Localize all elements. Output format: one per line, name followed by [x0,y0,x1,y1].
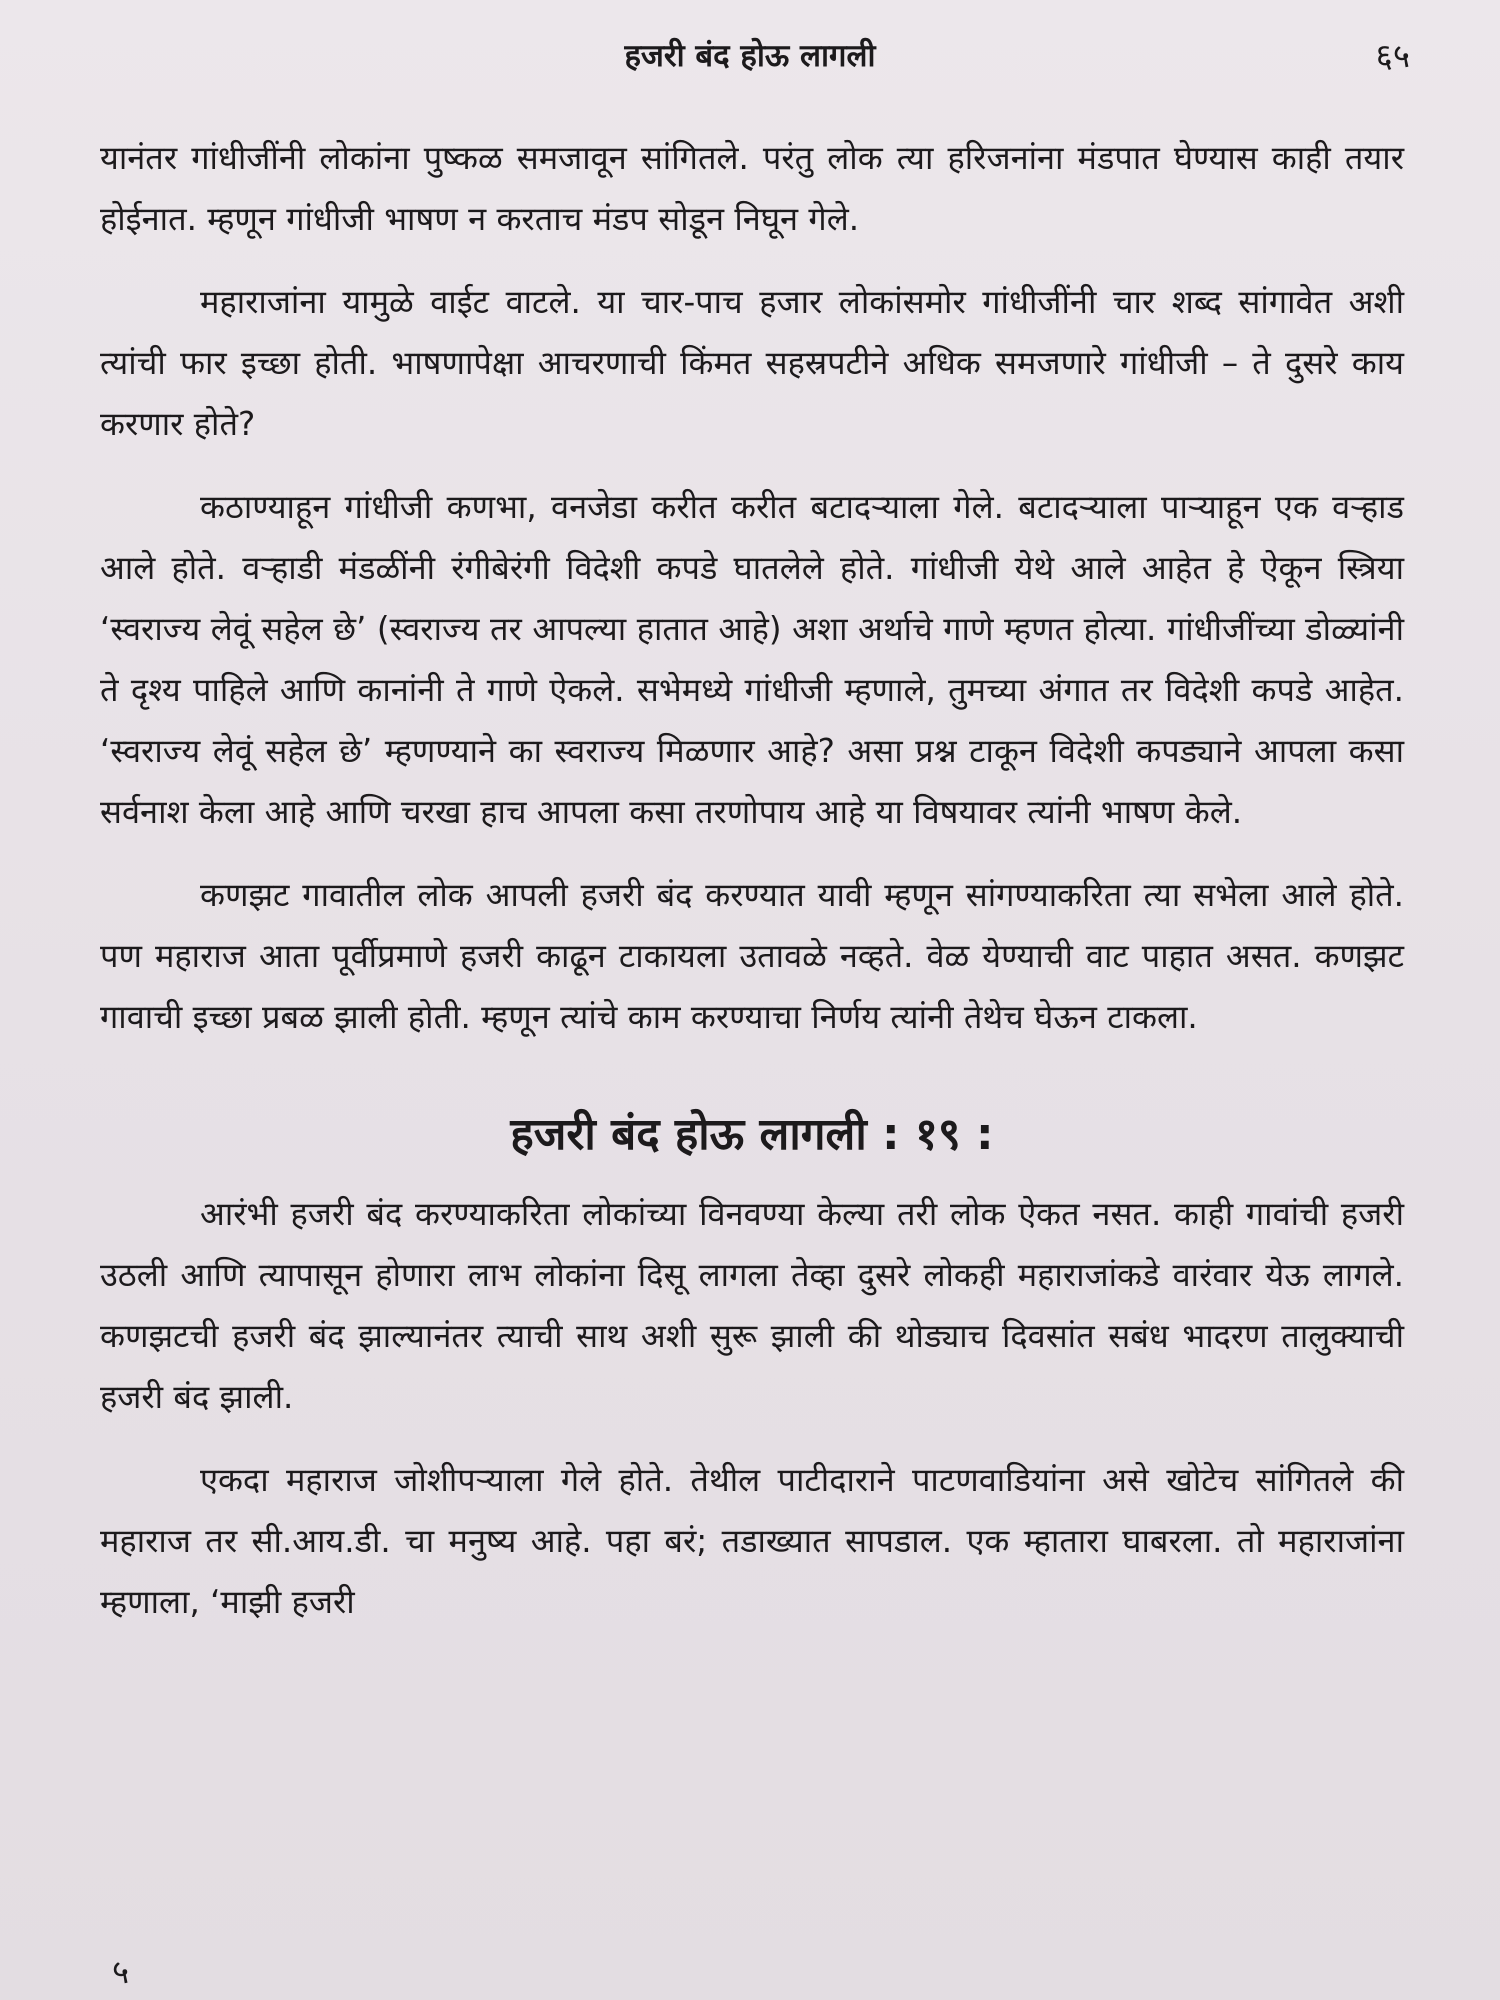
signature-mark: ५ [112,1952,130,1991]
paragraph: आरंभी हजरी बंद करण्याकरिता लोकांच्या विनवण्या केल्या तरी लोक ऐकत नसत. काही गावांची हजरी उठली आणि त्यापासून होणारा लाभ लोकांना दिसू लागला तेव्हा दुसरे लोकही महाराजांकडे वारंवार येऊ लागले. कणझटची हजरी बंद झाल्यानंतर त्याची साथ अशी सुरू झाली की थोड्याच दिवसांत सबंध भादरण तालुक्याची हजरी बंद झाली. [100,1195,1404,1416]
paragraph: कणझट गावातील लोक आपली हजरी बंद करण्यात यावी म्हणून सांगण्याकरिता त्या सभेला आले होते. पण महाराज आता पूर्वीप्रमाणे हजरी काढून टाकायला उतावळे नव्हते. वेळ येण्याची वाट पाहात असत. कणझट गावाची इच्छा प्रबळ झाली होती. म्हणून त्यांचे काम करण्याचा निर्णय त्यांनी तेथेच घेऊन टाकला. [100,876,1404,1036]
running-title: हजरी बंद होऊ लागली [624,38,876,74]
page-number: ६५ [1375,36,1410,75]
running-head [0,28,1500,78]
paragraph: यानंतर गांधीजींनी लोकांना पुष्कळ समजावून सांगितले. परंतु लोक त्या हरिजनांना मंडपात घेण्यास काही तयार होईनात. म्हणून गांधीजी भाषण न करताच मंडप सोडून निघून गेले. [100,139,1404,238]
body-text [100,128,1404,1655]
chapter-heading: हजरी बंद होऊ लागली : १९ : [510,1109,994,1160]
paragraph: महाराजांना यामुळे वाईट वाटले. या चार-पाच हजार लोकांसमोर गांधीजींनी चार शब्द सांगावेत अशी त्यांची फार इच्छा होती. भाषणापेक्षा आचरणाची किंमत सहस्रपटीने अधिक समजणारे गांधीजी – ते दुसरे काय करणार होते? [100,283,1404,443]
paragraph: कठाण्याहून गांधीजी कणभा, वनजेडा करीत करीत बटादऱ्याला गेले. बटादऱ्याला पाऱ्याहून एक वऱ्हाड आले होते. वऱ्हाडी मंडळींनी रंगीबेरंगी विदेशी कपडे घातलेले होते. गांधीजी येथे आले आहेत हे ऐकून स्त्रिया ‘स्वराज्य लेवूं सहेल छे’ (स्वराज्य तर आपल्या हातात आहे) अशा अर्थाचे गाणे म्हणत होत्या. गांधीजींच्या डोळ्यांनी ते दृश्य पाहिले आणि कानांनी ते गाणे ऐकले. सभेमध्ये गांधीजी म्हणाले, तुमच्या अंगात तर विदेशी कपडे आहेत. ‘स्वराज्य लेवूं सहेल छे’ म्हणण्याने का स्वराज्य मिळणार आहे? असा प्रश्न टाकून विदेशी कपड्याने आपला कसा सर्वनाश केला आहे आणि चरखा हाच आपला कसा तरणोपाय आहे या विषयावर त्यांनी भाषण केले. [100,488,1404,831]
paragraph: एकदा महाराज जोशीपऱ्याला गेले होते. तेथील पाटीदाराने पाटणवाडियांना असे खोटेच सांगितले की महाराज तर सी.आय.डी. चा मनुष्य आहे. पहा बरं; तडाख्यात सापडाल. एक म्हातारा घाबरला. तो महाराजांना म्हणाला, ‘माझी हजरी [100,1461,1404,1621]
